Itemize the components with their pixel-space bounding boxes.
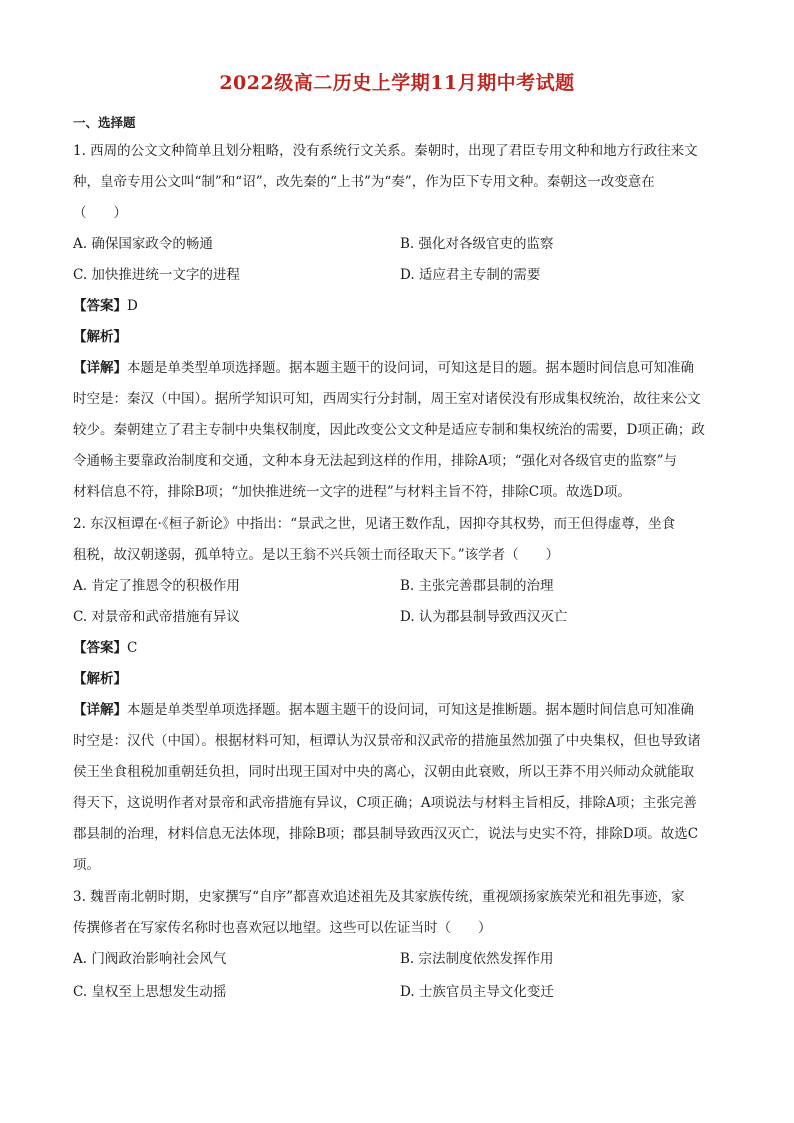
detail-text: 本题是单类型单项选择题。据本题主题干的设问词，可知这是推断题。据本题时间信息可知准确 (127, 702, 694, 718)
question-2-analysis-label (73, 670, 127, 688)
question-3-stem-line: 传撰修者在写家传名称时也喜欢冠以地望。这些可以佐证当时（ ） (73, 920, 492, 936)
question-3-option-c: C. 皇权至上思想发生动摇 (73, 984, 227, 1000)
answer-label: 【答案】 (73, 640, 127, 656)
question-2-option-d: D. 认为郡县制导致西汉灭亡 (400, 609, 568, 625)
answer-label: 【答案】 (73, 298, 127, 314)
question-2-detail-line (73, 701, 694, 719)
detail-label: 【详解】 (73, 702, 127, 718)
detail-text: 本题是单类型单项选择题。据本题主题干的设问词，可知这是目的题。据本题时间信息可知准确 (127, 360, 694, 376)
question-1-option-b: B. 强化对各级官吏的监察 (400, 236, 554, 252)
analysis-label: 【解析】 (73, 671, 127, 687)
section-heading: 一、选择题 (73, 115, 136, 130)
question-1-detail-line: 时空是：秦汉（中国）。据所学知识可知，西周实行分封制，周王室对诸侯没有形成集权统治，故往来公文 (73, 391, 701, 407)
question-2-option-a: A. 肯定了推恩令的积极作用 (73, 578, 240, 594)
question-1-detail-line: 令通畅主要靠政治制度和交通，文种本身无法起到这样的作用，排除A项；“强化对各级官吏的监察”与 (73, 453, 678, 469)
question-2-answer (73, 639, 137, 657)
analysis-label: 【解析】 (73, 329, 127, 345)
question-1-detail-line: 材料信息不符，排除B项；“加快推进统一文字的进程”与材料主旨不符，排除C项。故选D项。 (73, 484, 631, 500)
question-3-option-b: B. 宗法制度依然发挥作用 (400, 951, 554, 967)
page-title: 2022级高二历史上学期11月期中考试题 (219, 72, 575, 94)
question-2-detail-line: 侯王坐食租税加重朝廷负担，同时出现王国对中央的离心，汉朝由此衰败，所以王莽不用兴师动众就能取 (73, 764, 694, 780)
question-1-analysis-label (73, 328, 127, 346)
question-2-option-b: B. 主张完善郡县制的治理 (400, 578, 554, 594)
question-1-answer (73, 297, 138, 315)
question-2-detail-line: 郡县制的治理，材料信息无法体现，排除B项；郡县制导致西汉灭亡，说法与史实不符，排除D项。故选C (73, 826, 699, 842)
question-3-stem-line: 3. 魏晋南北朝时期，史家撰写“自序”都喜欢追述祖先及其家族传统，重视颂扬家族荣光和祖先事迹，家 (73, 889, 685, 905)
question-1-stem-line: （ ） (73, 205, 127, 221)
question-1-stem-line: 种，皇帝专用公文叫“制”和“诏”，改先秦的“上书”为“奏”，作为臣下专用文种。秦朝这一改变意在 (73, 174, 655, 190)
question-2-stem-line: 2. 东汉桓谭在·《桓子新论》中指出：“景武之世，见诸王数作乱，因抑夺其权势，而王但得虚尊，坐食 (73, 516, 676, 532)
question-1-stem-line: 1. 西周的公文文种简单且划分粗略，没有系统行文关系。秦朝时，出现了君臣专用文种和地方行政往来文 (73, 143, 698, 159)
question-2-detail-line: 得天下，这说明作者对景帝和武帝措施有异议，C项正确；A项说法与材料主旨相反，排除A项；主张完善 (73, 795, 697, 811)
question-3-option-a: A. 门阀政治影响社会风气 (73, 951, 227, 967)
question-2-detail-line: 时空是：汉代（中国）。根据材料可知，桓谭认为汉景帝和汉武帝的措施虽然加强了中央集权，但也导致诸 (73, 733, 701, 749)
question-1-detail-line: 较少。秦朝建立了君主专制中央集权制度，因此改变公文文种是适应专制和集权统治的需要，D项正确；政 (73, 422, 705, 438)
question-3-option-d: D. 士族官员主导文化变迁 (400, 984, 554, 1000)
question-1-option-c: C. 加快推进统一文字的进程 (73, 267, 240, 283)
question-2-detail-line: 项。 (73, 857, 100, 873)
detail-label: 【详解】 (73, 360, 127, 376)
question-2-stem-line: 租税，故汉朝遂弱，孤单特立。是以王翁不兴兵领士而径取天下。”该学者（ ） (73, 547, 560, 563)
question-1-option-a: A. 确保国家政令的畅通 (73, 236, 213, 252)
question-1-detail-line (73, 359, 694, 377)
question-1-option-d: D. 适应君主专制的需要 (400, 267, 541, 283)
answer-value: D (127, 298, 138, 314)
answer-value: C (127, 640, 138, 656)
question-2-option-c: C. 对景帝和武帝措施有异议 (73, 609, 240, 625)
